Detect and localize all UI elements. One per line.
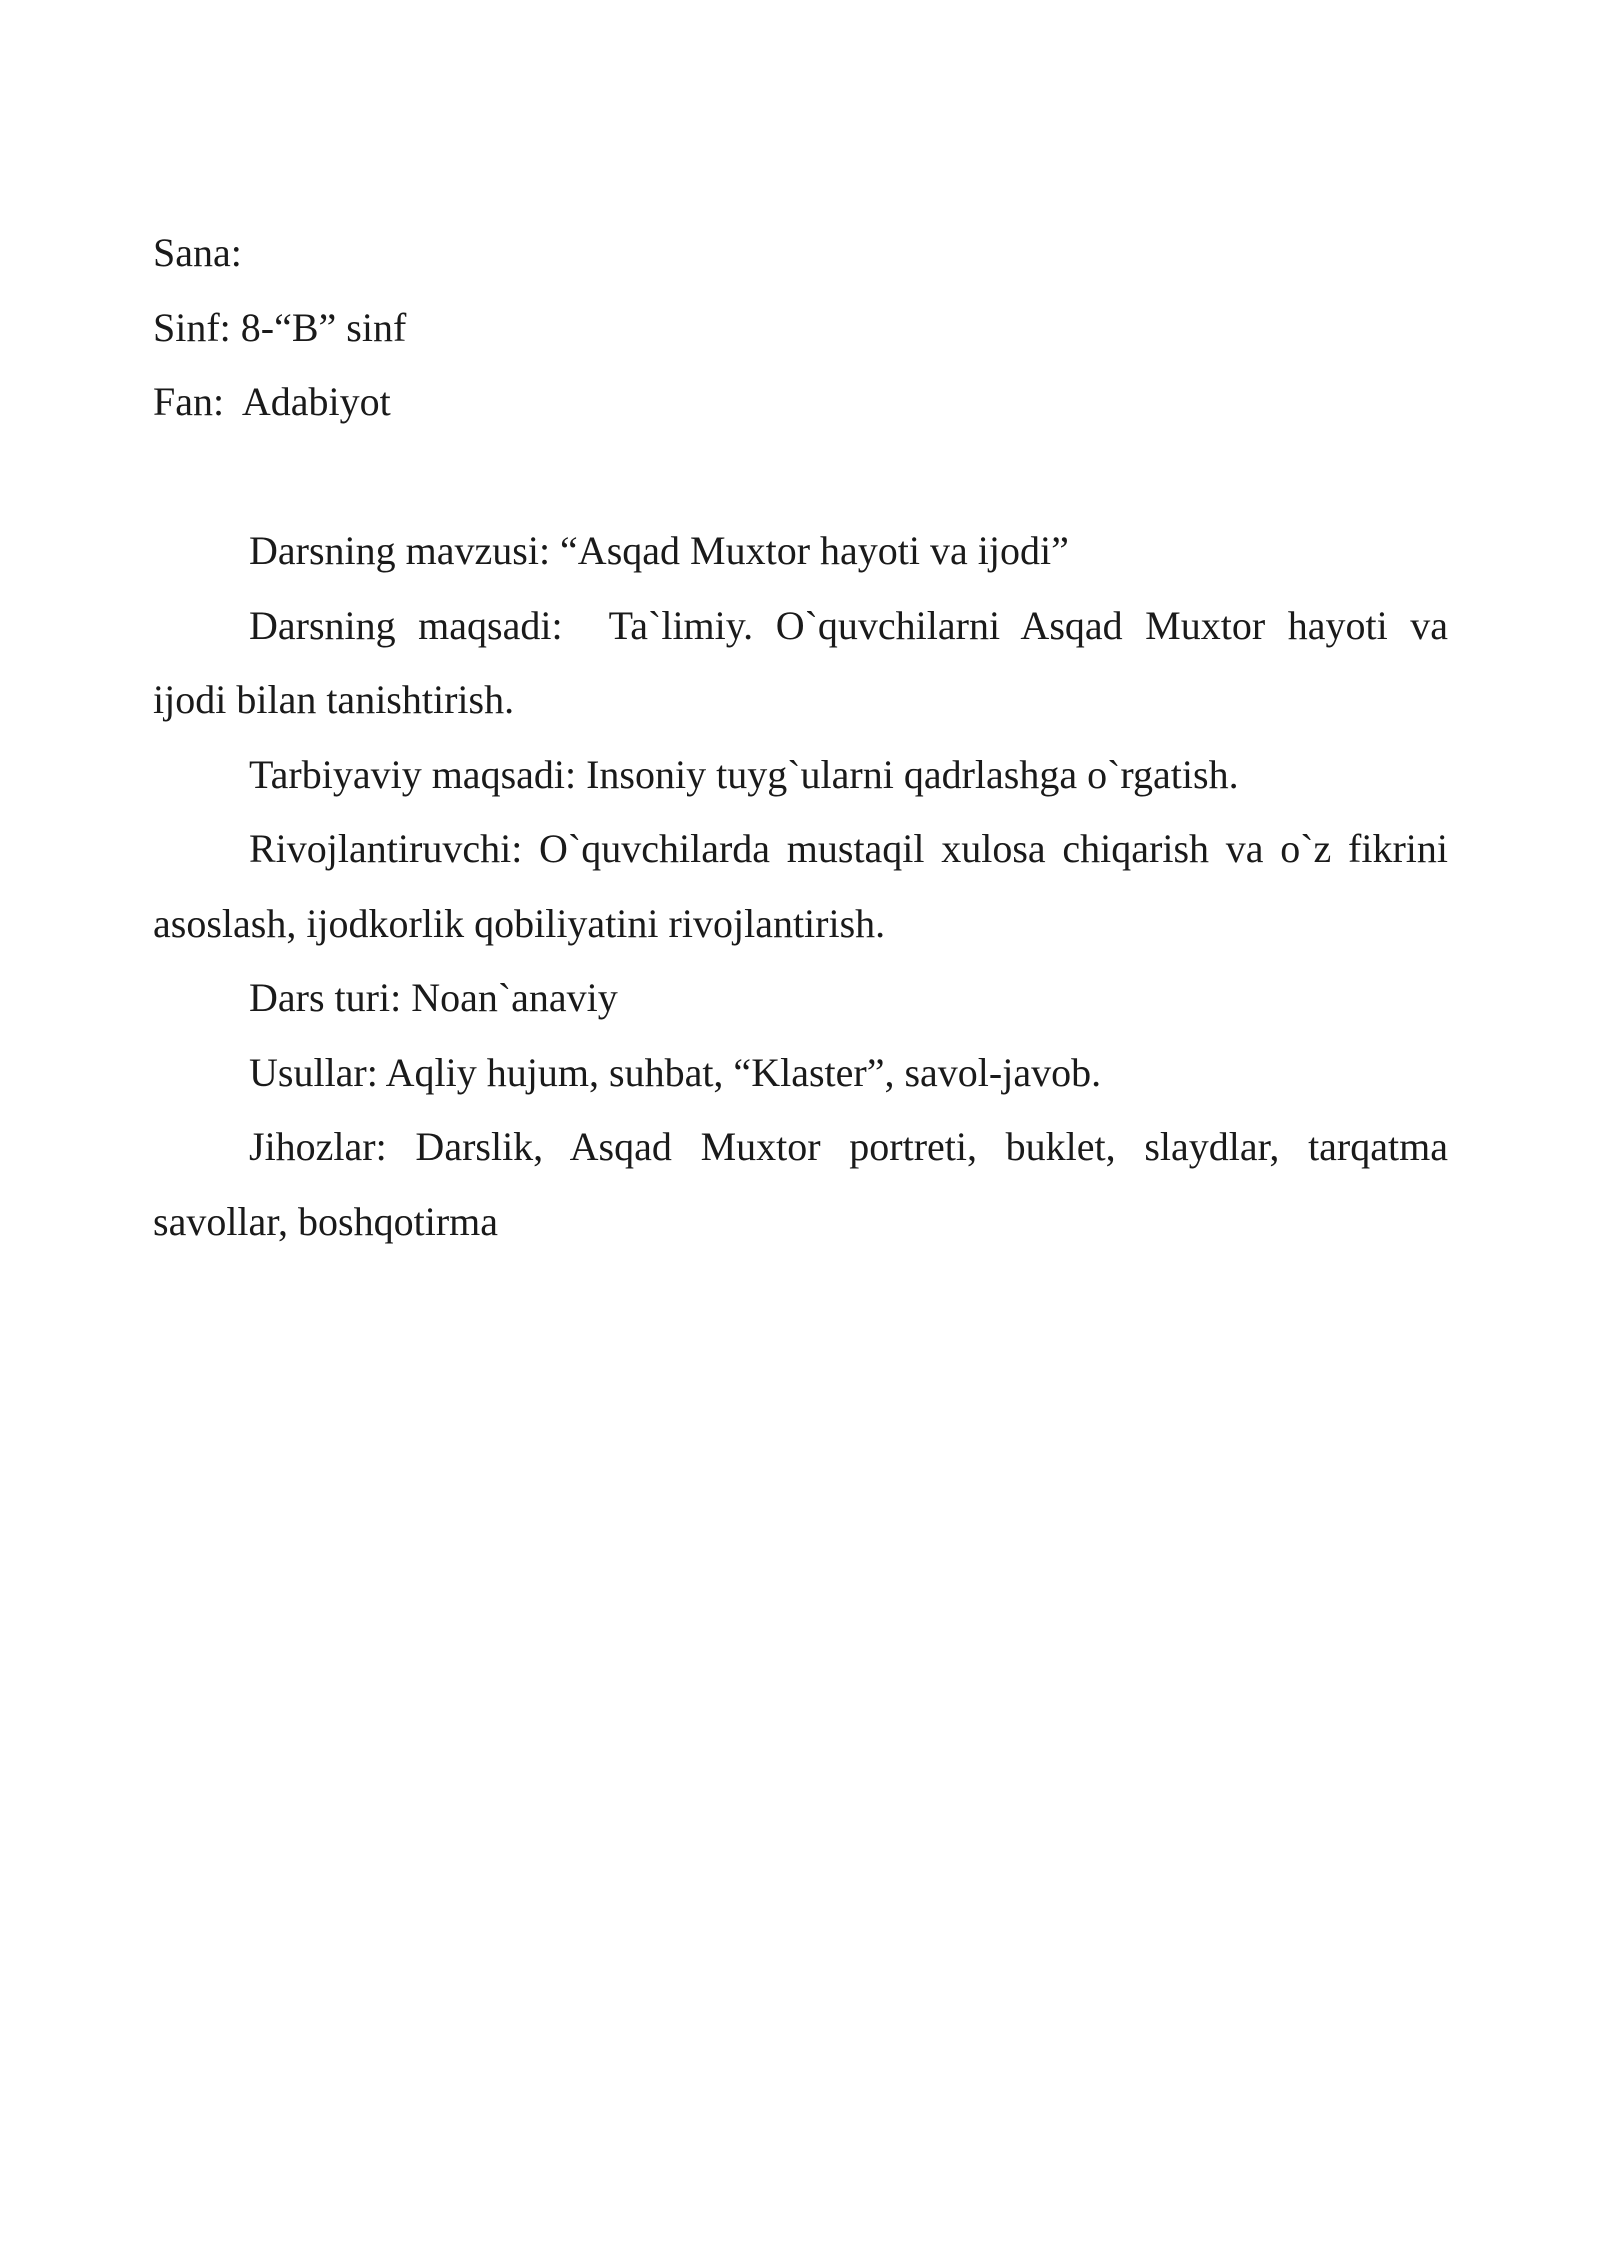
lesson-topic: Darsning mavzusi: “Asqad Muxtor hayoti va ijodi”	[249, 528, 1069, 573]
subject-line: Fan: Adabiyot	[153, 379, 391, 424]
class-line: Sinf: 8-“B” sinf	[153, 304, 407, 350]
educational-goal: Tarbiyaviy maqsadi: Insoniy tuyg`ularni qadrlashga o`rgatish.	[249, 751, 1239, 797]
lesson-type: Dars turi: Noan`anaviy	[249, 975, 618, 1020]
lesson-goal	[153, 589, 1448, 738]
date-line: Sana:	[153, 230, 242, 275]
lesson-plan	[153, 216, 1448, 1259]
lesson-equipment: Jihozlar: Darslik, Asqad Muxtor portreti, buklet, slaydlar, tarqatma savollar, boshqotirma	[153, 1124, 1448, 1244]
developmental-goal: Rivojlantiruvchi: O`quvchilarda mustaqil xulosa chiqarish va o`z fikrini asoslash, ijodkorlik qobiliyatini rivojlantirish.	[153, 826, 1448, 946]
lesson-goal-text: Ta`limiy. O`quvchilarni Asqad Muxtor hayoti va ijodi bilan tanishtirish.	[153, 602, 1448, 722]
lesson-methods: Usullar: Aqliy hujum, suhbat, “Klaster”, savol-javob.	[249, 1049, 1102, 1095]
lesson-goal-label: Darsning maqsadi:	[249, 602, 563, 648]
blank-line	[153, 440, 1448, 515]
